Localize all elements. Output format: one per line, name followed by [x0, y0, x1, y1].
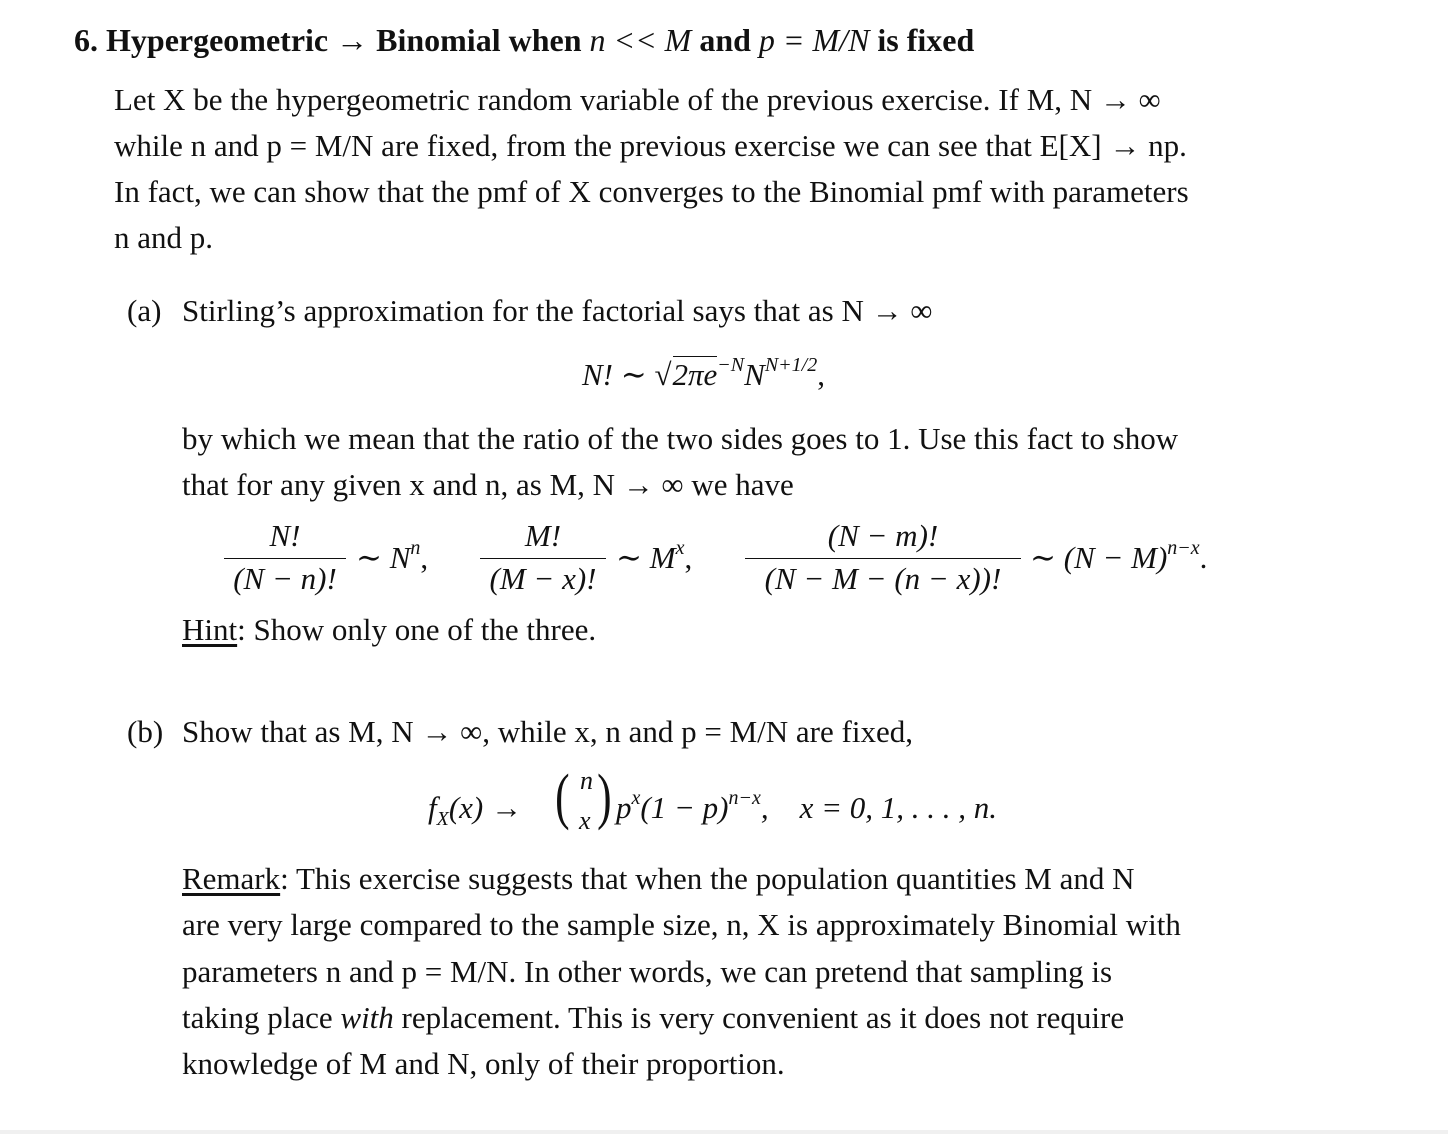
remark-text-4b: replacement. This is very convenient as it does not require: [393, 1000, 1125, 1035]
binomial-limit-lhs: [428, 790, 522, 831]
part-a-label: (a): [127, 293, 162, 328]
remark-line-1: [182, 861, 1135, 897]
remark-label: Remark: [182, 861, 281, 896]
heading-text-b: Binomial when: [376, 22, 582, 58]
intro-line-4: n and p.: [114, 220, 214, 255]
fraction-1-rhs: ∼ $N^n$,: [356, 537, 429, 575]
fraction-1: [224, 518, 346, 597]
exercise-number: 6.: [74, 22, 98, 58]
binom-left-paren: (: [555, 763, 570, 831]
page-bottom-edge: [0, 1130, 1448, 1134]
stirling-sqrt: 2πe: [672, 357, 718, 392]
fraction-1-denominator: (N − n)!: [233, 561, 337, 596]
intro-line-3: In fact, we can show that the pmf of X converges to the Binomial pmf with parameters: [114, 174, 1189, 209]
rhs-range: , x = 0, 1, . . . , n.: [760, 790, 998, 825]
remark-line-5: knowledge of M and N, only of their proportion.: [182, 1046, 785, 1081]
fraction-2-rhs-base: ∼ M: [616, 540, 676, 575]
part-a-line-1: Stirling’s approximation for the factorial says that as N → ∞: [182, 293, 933, 328]
remark-with: with: [340, 1000, 394, 1035]
binomial-limit-rhs: [616, 787, 998, 826]
fraction-3-rhs-exp: n−x: [1167, 537, 1200, 559]
rhs-p: p: [616, 790, 632, 825]
stirling-formula: [582, 356, 825, 393]
fraction-3-numerator: (N − m)!: [827, 518, 939, 553]
part-a-line-2: by which we mean that the ratio of the two sides goes to 1. Use this fact to show: [182, 421, 1179, 456]
intro-line-2: while n and p = M/N are fixed, from the previous exercise we can see that E[X] → np.: [114, 128, 1187, 163]
remark-text-1: : This exercise suggests that when the population quantities M and N: [280, 861, 1135, 896]
sqrt-sign: √: [654, 357, 672, 392]
fraction-2-denominator: (M − x)!: [489, 561, 597, 596]
remark-line-4: [182, 1000, 1124, 1036]
rhs-p-exp: x: [631, 787, 641, 809]
intro-line-1: Let X be the hypergeometric random variable of the previous exercise. If M, N → ∞: [114, 82, 1161, 117]
rhs-mid: (1 − p): [640, 790, 729, 825]
fraction-2-rhs: ∼ $M^x$,: [616, 537, 693, 575]
fraction-1-bar: [224, 558, 346, 559]
rhs-mid-exp: n−x: [728, 787, 761, 809]
fraction-1-rhs-exp: n: [410, 537, 421, 559]
pmf-arg: (x) →: [448, 790, 522, 825]
hint: [182, 612, 596, 648]
heading-math-2: p = M/N: [758, 22, 870, 58]
fraction-1-rhs-base: ∼ N: [356, 540, 411, 575]
fraction-2-bar: [480, 558, 606, 559]
fraction-2-numerator: M!: [524, 518, 562, 553]
stirling-lhs: N! ∼: [582, 357, 647, 392]
heading-arrow: →: [336, 22, 369, 58]
fraction-3-rhs-base: ∼ (N − M): [1030, 540, 1168, 575]
exercise-heading: [74, 22, 974, 59]
fraction-3-rhs: ∼ $(N - M)^{n-x}$.: [1030, 537, 1208, 575]
fraction-1-numerator: N!: [269, 518, 301, 553]
fraction-2-rhs-exp: x: [675, 537, 685, 559]
heading-text-a: Hypergeometric: [106, 22, 329, 58]
heading-text-d: is fixed: [877, 22, 975, 58]
fraction-3-bar: [745, 558, 1021, 559]
heading-text-c: and: [699, 22, 751, 58]
pmf-sub: X: [436, 808, 449, 831]
stirling-N: N: [744, 357, 765, 392]
remark-line-2: are very large compared to the sample size, n, X is approximately Binomial with: [182, 907, 1181, 942]
fraction-3: [745, 518, 1021, 597]
part-b-line-1: Show that as M, N → ∞, while x, n and p = M/N are fixed,: [182, 714, 913, 749]
hint-text: : Show only one of the three.: [237, 612, 597, 647]
stirling-end: ,: [817, 357, 825, 392]
remark-text-4a: taking place: [182, 1000, 341, 1035]
hint-label: Hint: [182, 612, 238, 647]
part-a-line-3: that for any given x and n, as M, N → ∞ we have: [182, 467, 794, 502]
part-b-label: (b): [127, 714, 164, 749]
fraction-2: [480, 518, 606, 597]
remark-line-3: parameters n and p = M/N. In other words, we can pretend that sampling is: [182, 954, 1113, 989]
binom-top: n: [580, 766, 593, 795]
binomial-coefficient: [555, 762, 612, 846]
pmf-f: f: [428, 790, 437, 825]
stirling-exp-2: N+1/2: [764, 354, 818, 376]
binom-bottom: x: [579, 806, 591, 835]
stirling-exp-1: −N: [717, 354, 745, 376]
fraction-3-denominator: (N − M − (n − x))!: [764, 561, 1002, 596]
heading-math-1: n << M: [589, 22, 692, 58]
binom-right-paren: ): [597, 763, 612, 831]
